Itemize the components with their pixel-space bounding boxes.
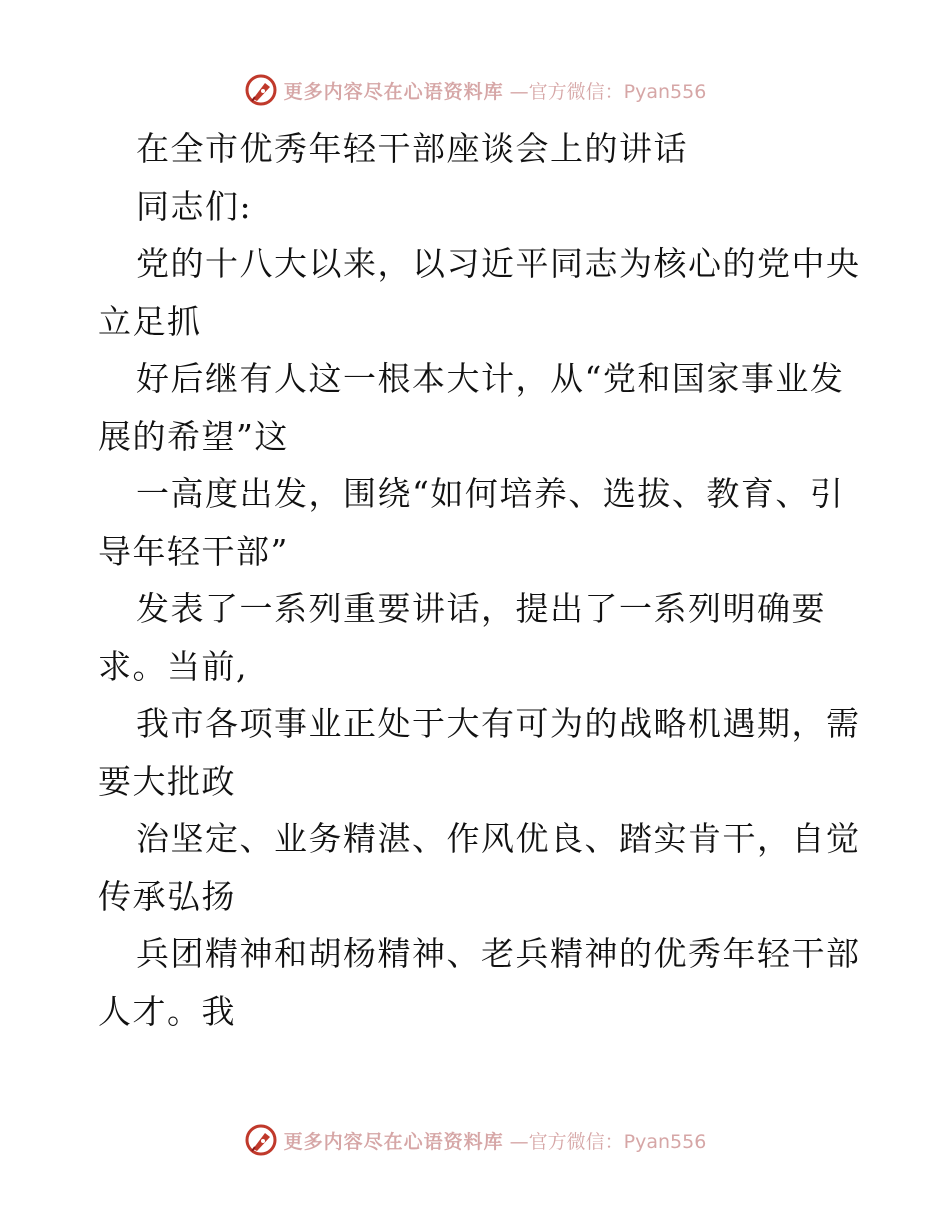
text-line: 我市各项事业正处于大有可为的战略机遇期，需 [136, 704, 861, 743]
banner-wechat-text: —官方微信：Pyan556 [509, 80, 707, 103]
text-line: 好后继有人这一根本大计，从“党和国家事业发 [136, 359, 845, 398]
document-title: 在全市优秀年轻干部座谈会上的讲话 [136, 129, 688, 168]
text-line: 党的十八大以来，以习近平同志为核心的党中央 [136, 244, 861, 283]
salutation: 同志们: [136, 186, 253, 226]
text-line: 治坚定、业务精湛、作风优良、踏实肯干，自觉 [136, 819, 861, 858]
pen-nib-logo-icon [244, 1123, 278, 1157]
banner-site-text: 更多内容尽在心语资料库 [283, 1130, 504, 1153]
document-body [98, 120, 861, 1040]
text-line: 兵团精神和胡杨精神、老兵精神的优秀年轻干部 [136, 934, 861, 973]
text-line: 要大批政 [98, 761, 236, 801]
banner-site-text: 更多内容尽在心语资料库 [283, 80, 504, 103]
pen-nib-logo-icon [244, 73, 278, 107]
text-line: 传承弘扬 [98, 876, 236, 916]
text-line: 发表了一系列重要讲话，提出了一系列明确要 [136, 589, 826, 628]
text-line: 立足抓 [98, 301, 202, 341]
text-line: 人才。我 [98, 991, 236, 1031]
text-line: 展的希望”这 [98, 416, 289, 456]
footer-banner [0, 1120, 950, 1160]
text-line: 导年轻干部” [98, 531, 289, 571]
paragraph-lines [98, 235, 861, 1040]
text-line: 一高度出发，围绕“如何培养、选拔、教育、引 [136, 474, 845, 513]
banner-wechat-text: —官方微信：Pyan556 [509, 1130, 707, 1153]
header-banner [0, 70, 950, 110]
text-line: 求。当前, [98, 646, 248, 686]
